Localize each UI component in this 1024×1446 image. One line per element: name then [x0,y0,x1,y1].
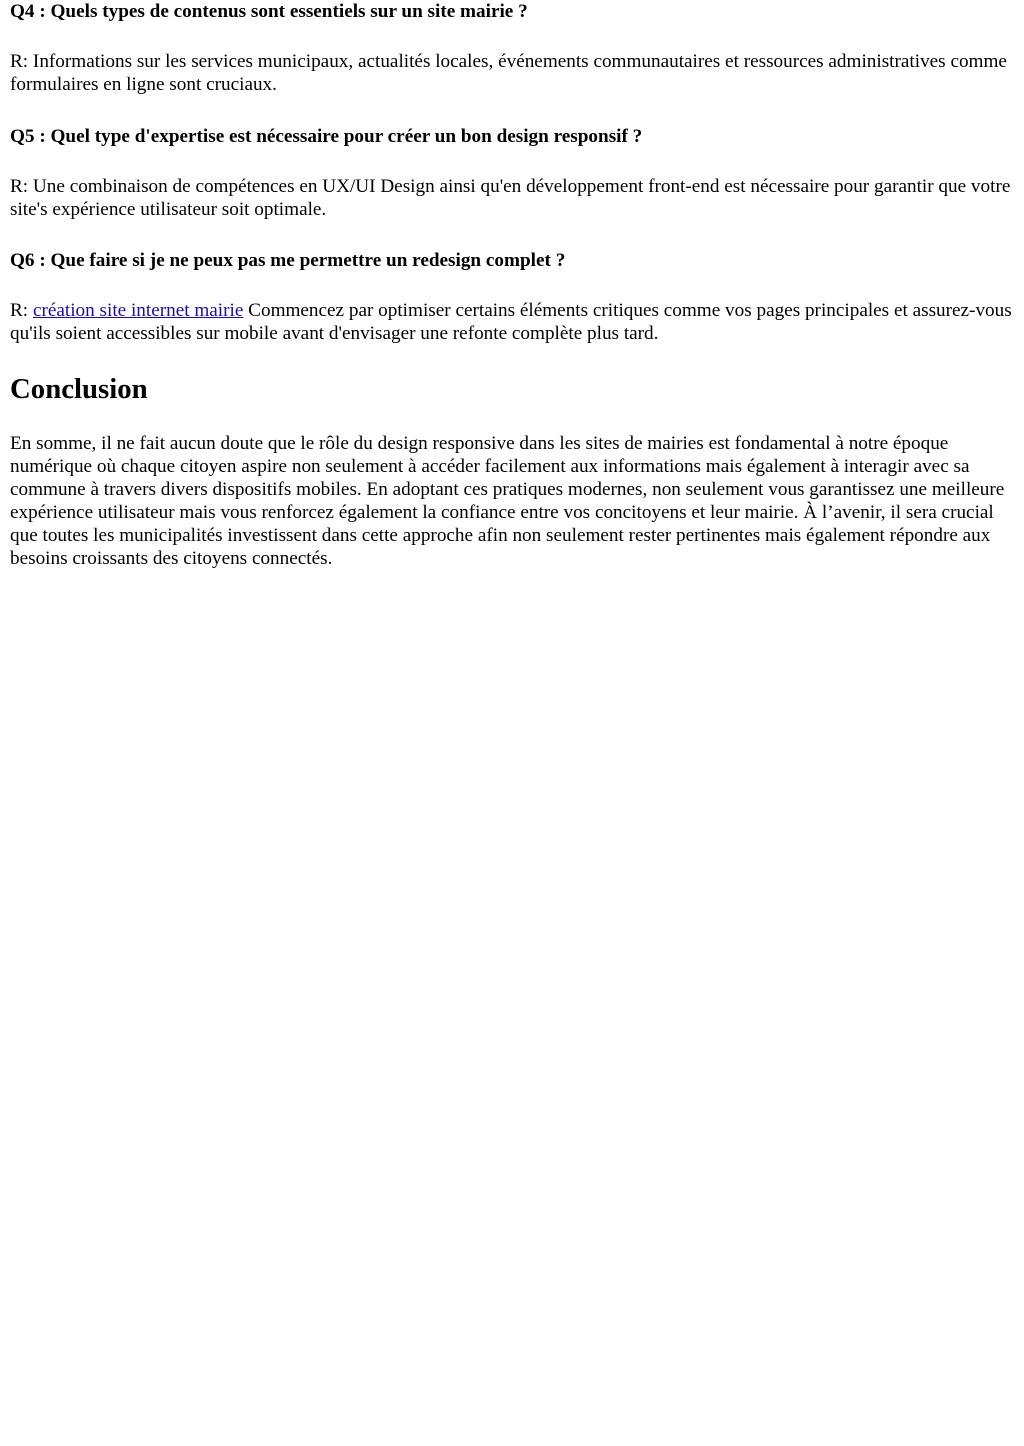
conclusion-heading: Conclusion [10,373,148,405]
faq-answer-q5: R: Une combinaison de compétences en UX/UI Design ainsi qu'en développement front-end est nécessaire pour garantir que votre site's expérience utilisateur soit optimale. [10,176,1011,220]
faq-question-q5: Q5 : Quel type d'expertise est nécessaire pour créer un bon design responsif ? [10,126,643,147]
faq-answer-q6-prefix: R: [10,300,33,321]
faq-answer-q6 [10,299,1014,345]
faq-question-q6: Q6 : Que faire si je ne peux pas me permettre un redesign complet ? [10,250,566,271]
faq-question-q4: Q4 : Quels types de contenus sont essentiels sur un site mairie ? [10,1,528,22]
faq-answer-q4: R: Informations sur les services municipaux, actualités locales, événements communautaires et ressources administratives comme formulaires en ligne sont cruciaux. [10,51,1007,95]
faq-answer-q6-rest: Commencez par optimiser certains éléments critiques comme vos pages principales et assurez-vous qu'ils soient accessibles sur mobile avant d'envisager une refonte complète plus tard. [10,300,1012,344]
conclusion-paragraph: En somme, il ne fait aucun doute que le rôle du design responsive dans les sites de mairies est fondamental à notre époque numérique où chaque citoyen aspire non seulement à accéder facilement aux informations mais également à interagir avec sa commune à travers divers dispositifs mobiles. En adoptant ces pratiques modernes, non seulement vous garantissez une meilleure expérience utilisateur mais vous renforcez également la confiance entre vos concitoyens et leur mairie. À l’avenir, il sera crucial que toutes les municipalités investissent dans cette approche afin non seulement rester pertinentes mais également répondre aux besoins croissants des citoyens connectés. [10,433,1005,569]
creation-site-link[interactable]: création site internet mairie [32,300,244,321]
